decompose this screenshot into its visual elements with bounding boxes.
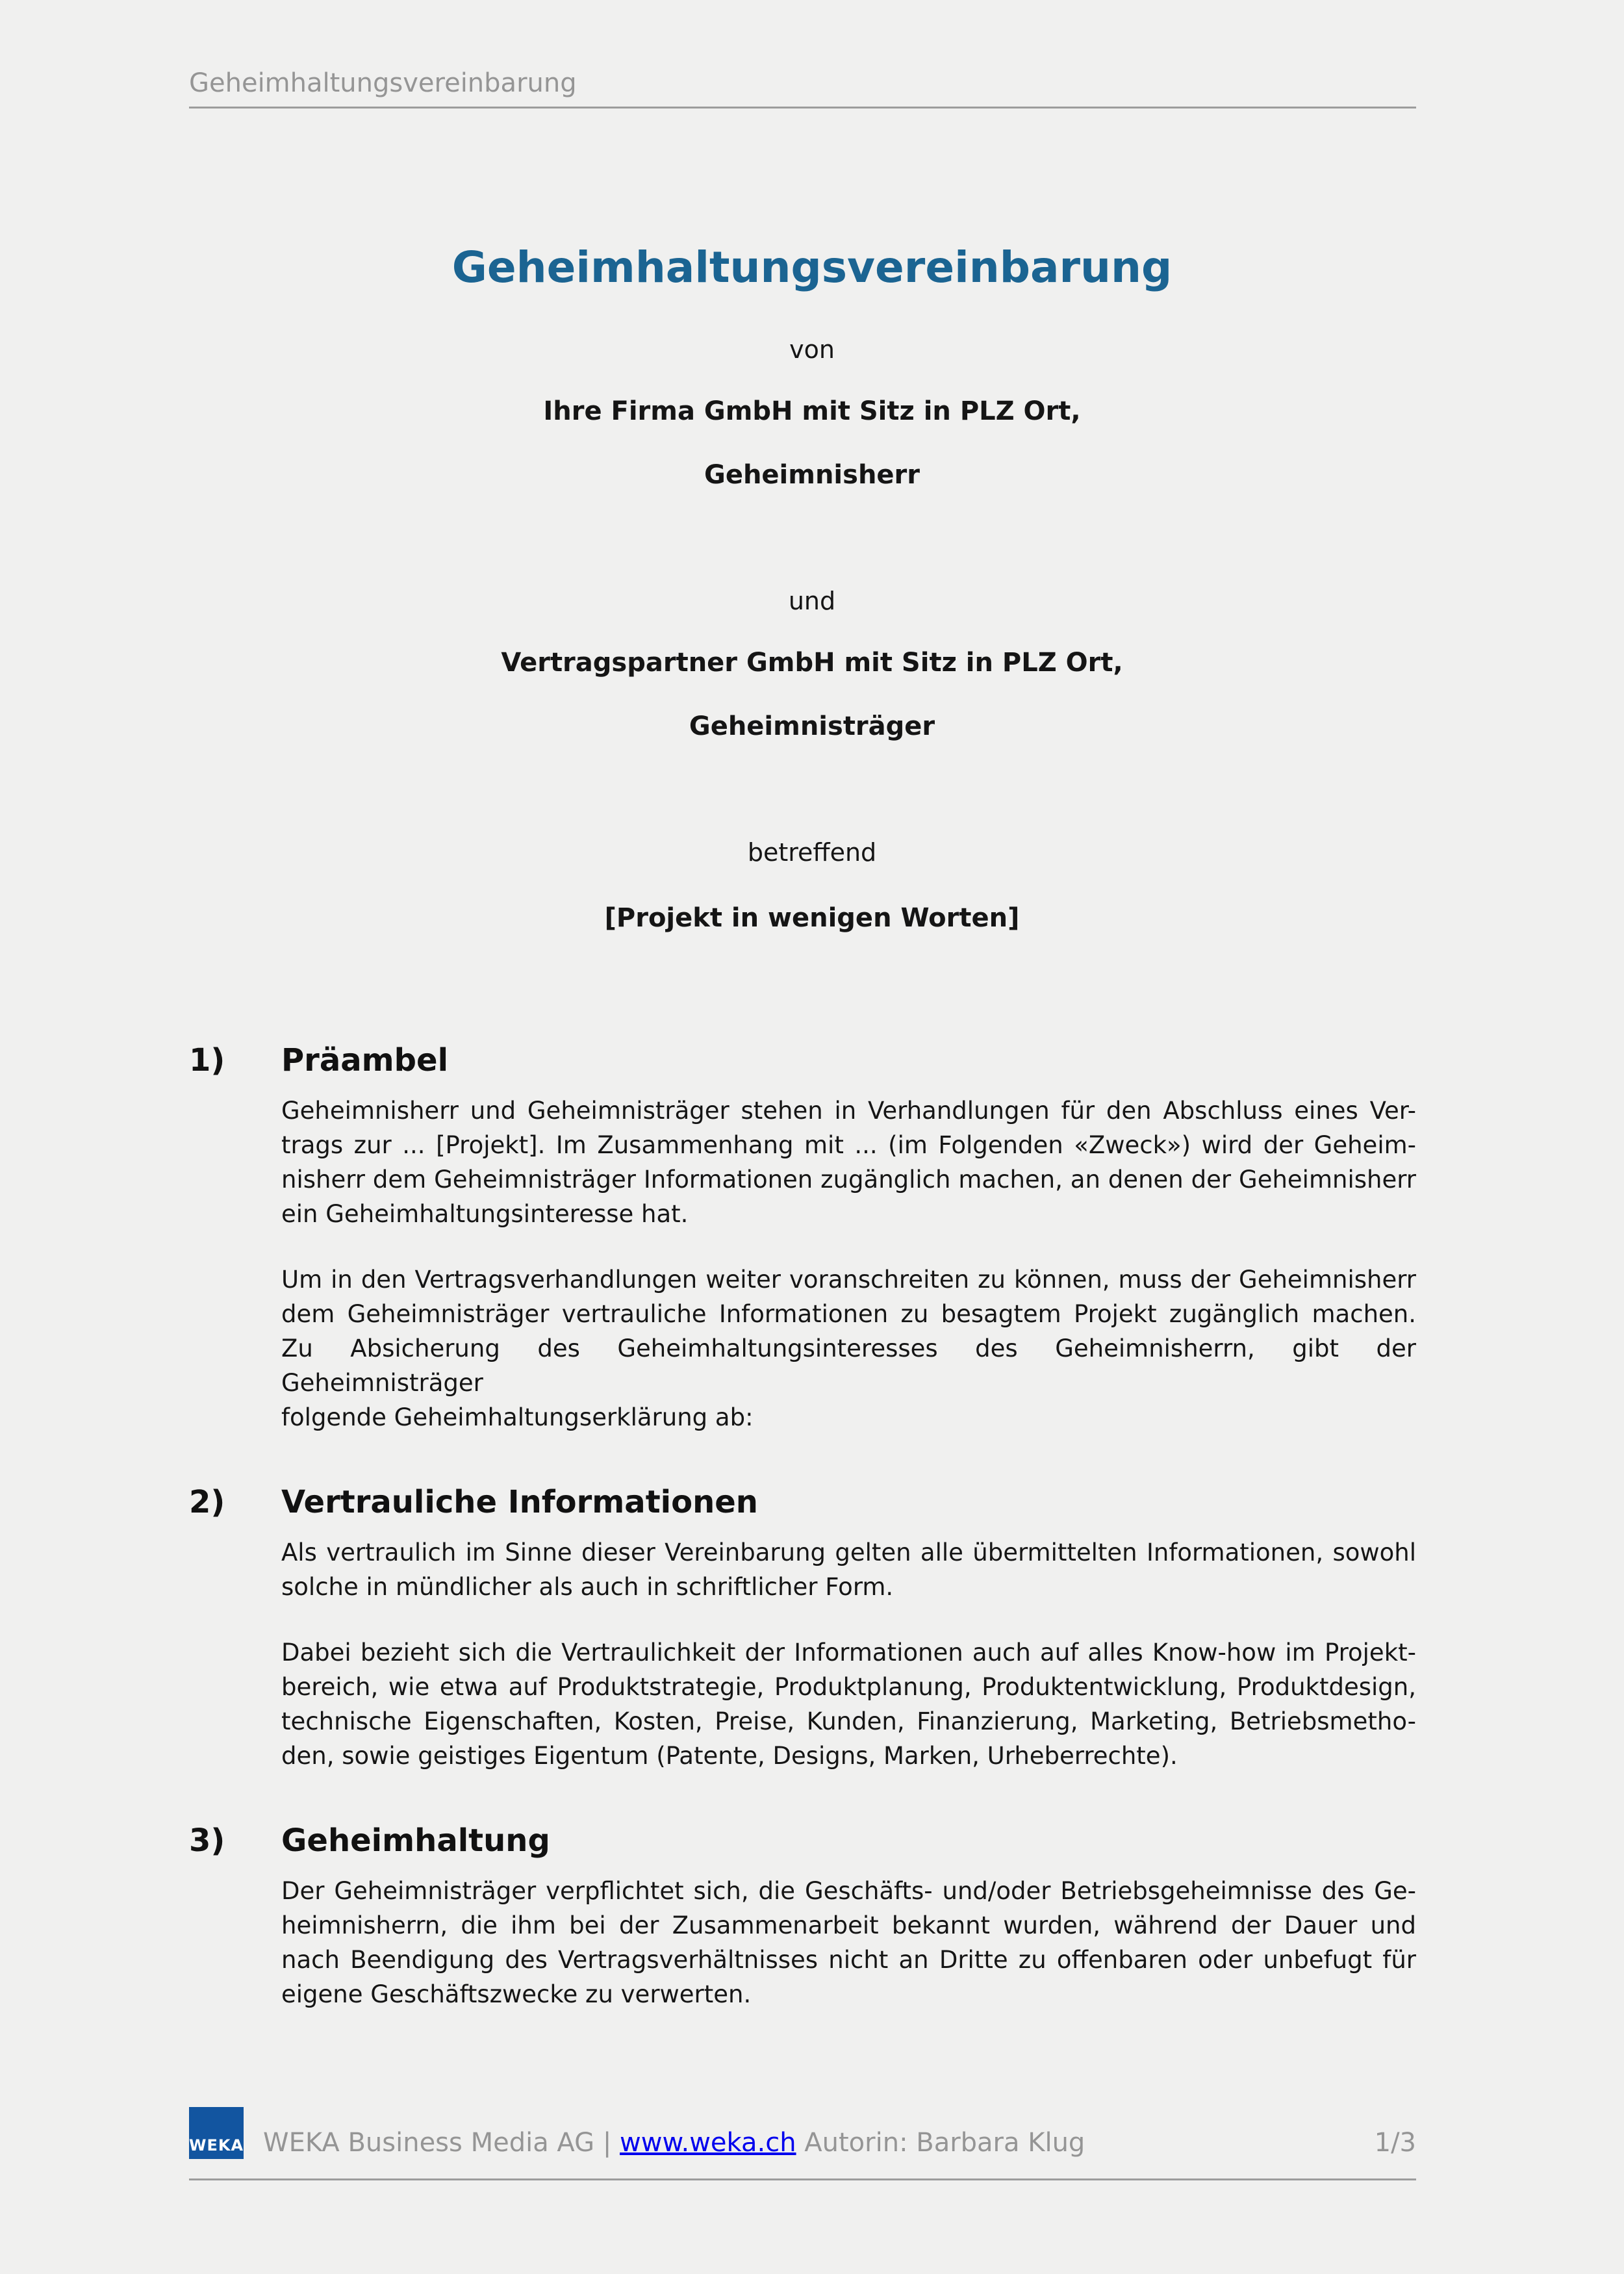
paragraph xyxy=(281,1635,1416,1773)
text-line: Dabei bezieht sich die Vertraulichkeit der Informationen auch auf alles Know-how im Projekt- xyxy=(281,1639,1416,1667)
text-line: den, sowie geistiges Eigentum (Patente, Designs, Marken, Urheberrechte). xyxy=(281,1742,1178,1770)
document-title: Geheimhaltungsvereinbarung xyxy=(451,242,1173,292)
footer-rule xyxy=(189,2178,1416,2180)
text-line: heimnisherrn, die ihm bei der Zusammenarbeit bekannt wurden, während der Dauer und xyxy=(281,1911,1416,1939)
section-vertrauliche-informationen xyxy=(189,1483,1416,1773)
paragraph xyxy=(281,1093,1416,1231)
project-placeholder: [Projekt in wenigen Worten] xyxy=(604,903,1020,933)
text-line: eigene Geschäftszwecke zu verwerten. xyxy=(281,1980,752,2008)
text-line: Als vertraulich im Sinne dieser Vereinbarung gelten alle übermittelten Informationen, sowohl xyxy=(281,1539,1416,1566)
page-header xyxy=(189,0,1416,109)
intro-line-von: von xyxy=(789,335,835,364)
weka-logo-text: WEKA xyxy=(189,2136,244,2154)
parties-block xyxy=(0,334,1624,934)
running-header-title: Geheimhaltungsvereinbarung xyxy=(189,68,577,98)
sections-block xyxy=(189,1041,1416,2012)
section-geheimhaltung xyxy=(189,1822,1416,2012)
text-line: Geheimnisherr und Geheimnisträger stehen in Verhandlungen für den Abschluss eines Ver- xyxy=(281,1097,1416,1125)
page-footer xyxy=(189,2107,1416,2159)
paragraph xyxy=(281,1535,1416,1604)
paragraph xyxy=(281,1262,1416,1435)
footer-author: Autorin: Barbara Klug xyxy=(804,2128,1085,2158)
party-disclosing-company: Ihre Firma GmbH mit Sitz in PLZ Ort, xyxy=(543,396,1081,426)
text-line: Zu Absicherung des Geheimhaltungsinteresses des Geheimnisherrn, gibt der Geheimnisträger xyxy=(281,1335,1416,1397)
section-title: Vertrauliche Informationen xyxy=(281,1484,758,1520)
party-disclosing-role: Geheimnisherr xyxy=(704,460,920,490)
section-number: 2) xyxy=(189,1484,225,1520)
weka-website-link[interactable]: www.weka.ch xyxy=(620,2128,796,2158)
section-heading xyxy=(189,1041,1416,1079)
page-number: 1/3 xyxy=(1374,2128,1416,2158)
text-line: trags zur ... [Projekt]. Im Zusammenhang mit ... (im Folgenden «Zweck») wird der Geheim- xyxy=(281,1131,1416,1159)
section-number: 3) xyxy=(189,1822,225,1859)
text-line: solche in mündlicher als auch in schriftlicher Form. xyxy=(281,1573,894,1601)
text-line: ein Geheimhaltungsinteresse hat. xyxy=(281,1200,689,1228)
section-number: 1) xyxy=(189,1042,225,1079)
section-heading xyxy=(189,1822,1416,1859)
footer-text xyxy=(263,2127,1085,2159)
intro-line-und: und xyxy=(788,587,836,615)
text-line: technische Eigenschaften, Kosten, Preise, Kunden, Finanzierung, Marketing, Betriebsmetho- xyxy=(281,1707,1416,1735)
weka-logo xyxy=(189,2107,244,2159)
text-line: bereich, wie etwa auf Produktstrategie, Produktplanung, Produktentwicklung, Produktdesign, xyxy=(281,1673,1416,1701)
party-receiving-role: Geheimnisträger xyxy=(689,711,935,741)
text-line: folgende Geheimhaltungserklärung ab: xyxy=(281,1403,754,1431)
footer-separator: | xyxy=(602,2128,612,2158)
section-title: Geheimhaltung xyxy=(281,1822,550,1859)
footer-company: WEKA Business Media AG xyxy=(263,2128,595,2158)
intro-line-betreffend: betreffend xyxy=(747,838,877,867)
text-line: nach Beendigung des Vertragsverhältnisses nicht an Dritte zu offenbaren oder unbefugt für xyxy=(281,1946,1416,1974)
text-line: nisherr dem Geheimnisträger Informationen zugänglich machen, an denen der Geheimnisherr xyxy=(281,1166,1416,1194)
text-line: dem Geheimnisträger vertrauliche Informationen zu besagtem Projekt zugänglich machen. xyxy=(281,1300,1416,1328)
paragraph xyxy=(281,1874,1416,2012)
section-title: Präambel xyxy=(281,1042,449,1079)
party-receiving-company: Vertragspartner GmbH mit Sitz in PLZ Ort, xyxy=(501,648,1123,678)
section-heading xyxy=(189,1483,1416,1521)
text-line: Der Geheimnisträger verpflichtet sich, die Geschäfts- und/oder Betriebsgeheimnisse des Ge- xyxy=(281,1877,1416,1905)
section-praeambel xyxy=(189,1041,1416,1435)
text-line: Um in den Vertragsverhandlungen weiter voranschreiten zu können, muss der Geheimnisherr xyxy=(281,1266,1416,1294)
